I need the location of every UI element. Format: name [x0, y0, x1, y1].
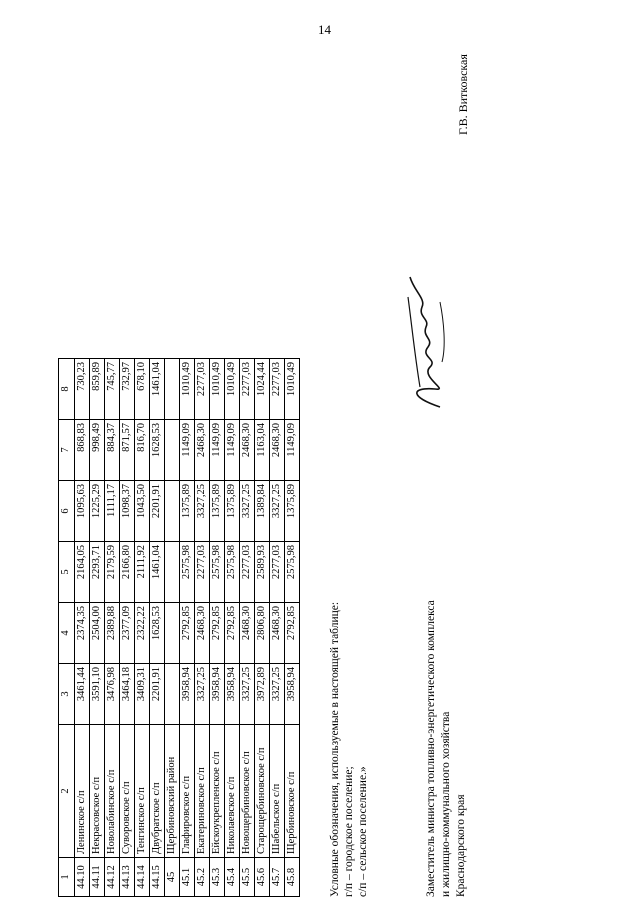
value-cell: 1111,17	[105, 481, 120, 542]
value-cell: 2468,30	[240, 603, 255, 664]
value-cell: 868,83	[75, 420, 90, 481]
value-cell: 2374,35	[75, 603, 90, 664]
header-cell: 6	[59, 481, 75, 542]
value-cell: 2792,85	[225, 603, 240, 664]
settlement-cell: Щербиновское с/п	[285, 725, 300, 858]
value-cell: 2468,30	[240, 420, 255, 481]
value-cell: 1375,89	[225, 481, 240, 542]
value-cell: 1149,09	[210, 420, 225, 481]
row-number-cell: 45.2	[195, 858, 210, 897]
value-cell	[165, 542, 180, 603]
value-cell: 2575,98	[180, 542, 195, 603]
value-cell: 2277,03	[270, 542, 285, 603]
settlement-cell: Ленинское с/п	[75, 725, 90, 858]
value-cell	[165, 420, 180, 481]
settlement-cell: Ейскоукрепленское с/п	[210, 725, 225, 858]
value-cell: 1010,49	[285, 359, 300, 420]
value-cell: 1010,49	[180, 359, 195, 420]
legend-item-urban: г/п – городское поселение;	[343, 766, 355, 897]
legend	[328, 602, 370, 897]
value-cell: 871,57	[120, 420, 135, 481]
settlement-cell: Некрасовское с/п	[90, 725, 105, 858]
value-cell: 3327,25	[270, 664, 285, 725]
settlement-cell: Двубратское с/п	[150, 725, 165, 858]
table-row	[75, 359, 90, 897]
table-row	[240, 359, 255, 897]
value-cell: 2468,30	[195, 420, 210, 481]
value-cell: 1461,04	[150, 359, 165, 420]
settlement-cell: Екатериновское с/п	[195, 725, 210, 858]
value-cell: 2792,85	[285, 603, 300, 664]
row-number-cell: 44.12	[105, 858, 120, 897]
settlement-cell: Шабельское с/п	[270, 725, 285, 858]
row-number-cell: 45.1	[180, 858, 195, 897]
value-cell: 2277,03	[240, 542, 255, 603]
value-cell: 998,49	[90, 420, 105, 481]
value-cell: 1010,49	[210, 359, 225, 420]
settlement-cell: Новощербиновское с/п	[240, 725, 255, 858]
value-cell	[165, 603, 180, 664]
row-number-cell: 44.14	[135, 858, 150, 897]
table-row	[180, 359, 195, 897]
legend-item-rural: с/п – сельское поселение.»	[357, 766, 369, 897]
value-cell: 2792,85	[210, 603, 225, 664]
value-cell: 2389,88	[105, 603, 120, 664]
value-cell: 1375,89	[285, 481, 300, 542]
table-row	[135, 359, 150, 897]
value-cell: 2575,98	[285, 542, 300, 603]
value-cell: 1628,53	[150, 603, 165, 664]
header-cell: 1	[59, 858, 75, 897]
value-cell: 1098,37	[120, 481, 135, 542]
value-cell: 2179,59	[105, 542, 120, 603]
row-number-cell: 44.11	[90, 858, 105, 897]
signatory-name: Г.В. Витковская	[456, 54, 470, 135]
table-header-row	[59, 359, 75, 897]
value-cell	[165, 664, 180, 725]
value-cell: 732,97	[120, 359, 135, 420]
value-cell: 2575,98	[225, 542, 240, 603]
table-row	[120, 359, 135, 897]
value-cell: 1628,53	[150, 420, 165, 481]
value-cell: 2166,80	[120, 542, 135, 603]
header-cell: 3	[59, 664, 75, 725]
row-number-cell: 44.10	[75, 858, 90, 897]
position-line-1: Заместитель министра топливно-энергетического комплекса	[425, 600, 437, 897]
value-cell: 678,10	[135, 359, 150, 420]
settlement-cell: Тенгинское с/п	[135, 725, 150, 858]
value-cell: 816,70	[135, 420, 150, 481]
value-cell: 3958,94	[285, 664, 300, 725]
value-cell: 730,23	[75, 359, 90, 420]
value-cell: 1225,29	[90, 481, 105, 542]
value-cell	[165, 359, 180, 420]
value-cell: 1095,63	[75, 481, 90, 542]
value-cell: 1043,50	[135, 481, 150, 542]
value-cell: 1024,44	[255, 359, 270, 420]
row-number-cell: 44.13	[120, 858, 135, 897]
value-cell: 2277,03	[195, 359, 210, 420]
value-cell: 2201,91	[150, 664, 165, 725]
value-cell: 3327,25	[195, 664, 210, 725]
row-number-cell: 45.4	[225, 858, 240, 897]
row-number-cell: 45	[165, 858, 180, 897]
value-cell: 2111,92	[135, 542, 150, 603]
row-number-cell: 45.7	[270, 858, 285, 897]
value-cell: 2468,30	[270, 603, 285, 664]
value-cell: 1461,04	[150, 542, 165, 603]
value-cell: 3591,10	[90, 664, 105, 725]
value-cell: 2575,98	[210, 542, 225, 603]
header-cell: 5	[59, 542, 75, 603]
value-cell: 2164,05	[75, 542, 90, 603]
value-cell: 2293,71	[90, 542, 105, 603]
handwritten-signature	[400, 267, 460, 417]
header-cell: 7	[59, 420, 75, 481]
value-cell: 2468,30	[270, 420, 285, 481]
value-cell: 3327,25	[240, 481, 255, 542]
value-cell: 1010,49	[225, 359, 240, 420]
value-cell: 3461,44	[75, 664, 90, 725]
value-cell: 1375,89	[210, 481, 225, 542]
signature-block	[424, 600, 469, 897]
value-cell: 2201,91	[150, 481, 165, 542]
value-cell: 3327,25	[195, 481, 210, 542]
table-row	[165, 359, 180, 897]
table-row	[285, 359, 300, 897]
value-cell: 3958,94	[225, 664, 240, 725]
value-cell: 3464,18	[120, 664, 135, 725]
value-cell: 1163,04	[255, 420, 270, 481]
value-cell: 3476,98	[105, 664, 120, 725]
value-cell: 1149,09	[285, 420, 300, 481]
table-row	[225, 359, 240, 897]
value-cell: 1389,84	[255, 481, 270, 542]
value-cell: 2377,09	[120, 603, 135, 664]
settlement-cell: Новолабинское с/п	[105, 725, 120, 858]
value-cell: 859,89	[90, 359, 105, 420]
value-cell: 1149,09	[225, 420, 240, 481]
header-cell: 2	[59, 725, 75, 858]
value-cell: 2322,22	[135, 603, 150, 664]
value-cell: 3958,94	[180, 664, 195, 725]
row-number-cell: 45.6	[255, 858, 270, 897]
value-cell: 2792,85	[180, 603, 195, 664]
value-cell: 745,77	[105, 359, 120, 420]
header-cell: 8	[59, 359, 75, 420]
value-cell: 884,37	[105, 420, 120, 481]
value-cell: 2589,93	[255, 542, 270, 603]
value-cell: 2504,00	[90, 603, 105, 664]
table-row	[210, 359, 225, 897]
position-line-3: Краснодарского края	[455, 794, 467, 897]
position-line-2: и жилищно-коммунального хозяйства	[440, 711, 452, 897]
settlement-cell: Николаевское с/п	[225, 725, 240, 858]
value-cell	[165, 481, 180, 542]
table-row	[255, 359, 270, 897]
table-row	[90, 359, 105, 897]
row-number-cell: 45.5	[240, 858, 255, 897]
value-cell: 3958,94	[210, 664, 225, 725]
value-cell: 3327,25	[270, 481, 285, 542]
value-cell: 3327,25	[240, 664, 255, 725]
row-number-cell: 44.15	[150, 858, 165, 897]
value-cell: 3972,89	[255, 664, 270, 725]
table-row	[150, 359, 165, 897]
legend-title: Условные обозначения, используемые в настоящей таблице:	[329, 601, 341, 897]
value-cell: 2806,80	[255, 603, 270, 664]
settlement-cell: Суворовское с/п	[120, 725, 135, 858]
value-cell: 2468,30	[195, 603, 210, 664]
table-row	[195, 359, 210, 897]
row-number-cell: 45.3	[210, 858, 225, 897]
settlement-cell: Старощербиновское с/п	[255, 725, 270, 858]
settlement-cell: Глафировское с/п	[180, 725, 195, 858]
value-cell: 3409,31	[135, 664, 150, 725]
header-cell: 4	[59, 603, 75, 664]
settlement-cell: Щербиновский район	[165, 725, 180, 858]
value-cell: 1149,09	[180, 420, 195, 481]
value-cell: 1375,89	[180, 481, 195, 542]
table-row	[105, 359, 120, 897]
value-cell: 2277,03	[270, 359, 285, 420]
value-cell: 2277,03	[240, 359, 255, 420]
row-number-cell: 45.8	[285, 858, 300, 897]
table-row	[270, 359, 285, 897]
page-number: 14	[318, 22, 331, 37]
value-cell: 2277,03	[195, 542, 210, 603]
tariff-table	[58, 358, 300, 897]
